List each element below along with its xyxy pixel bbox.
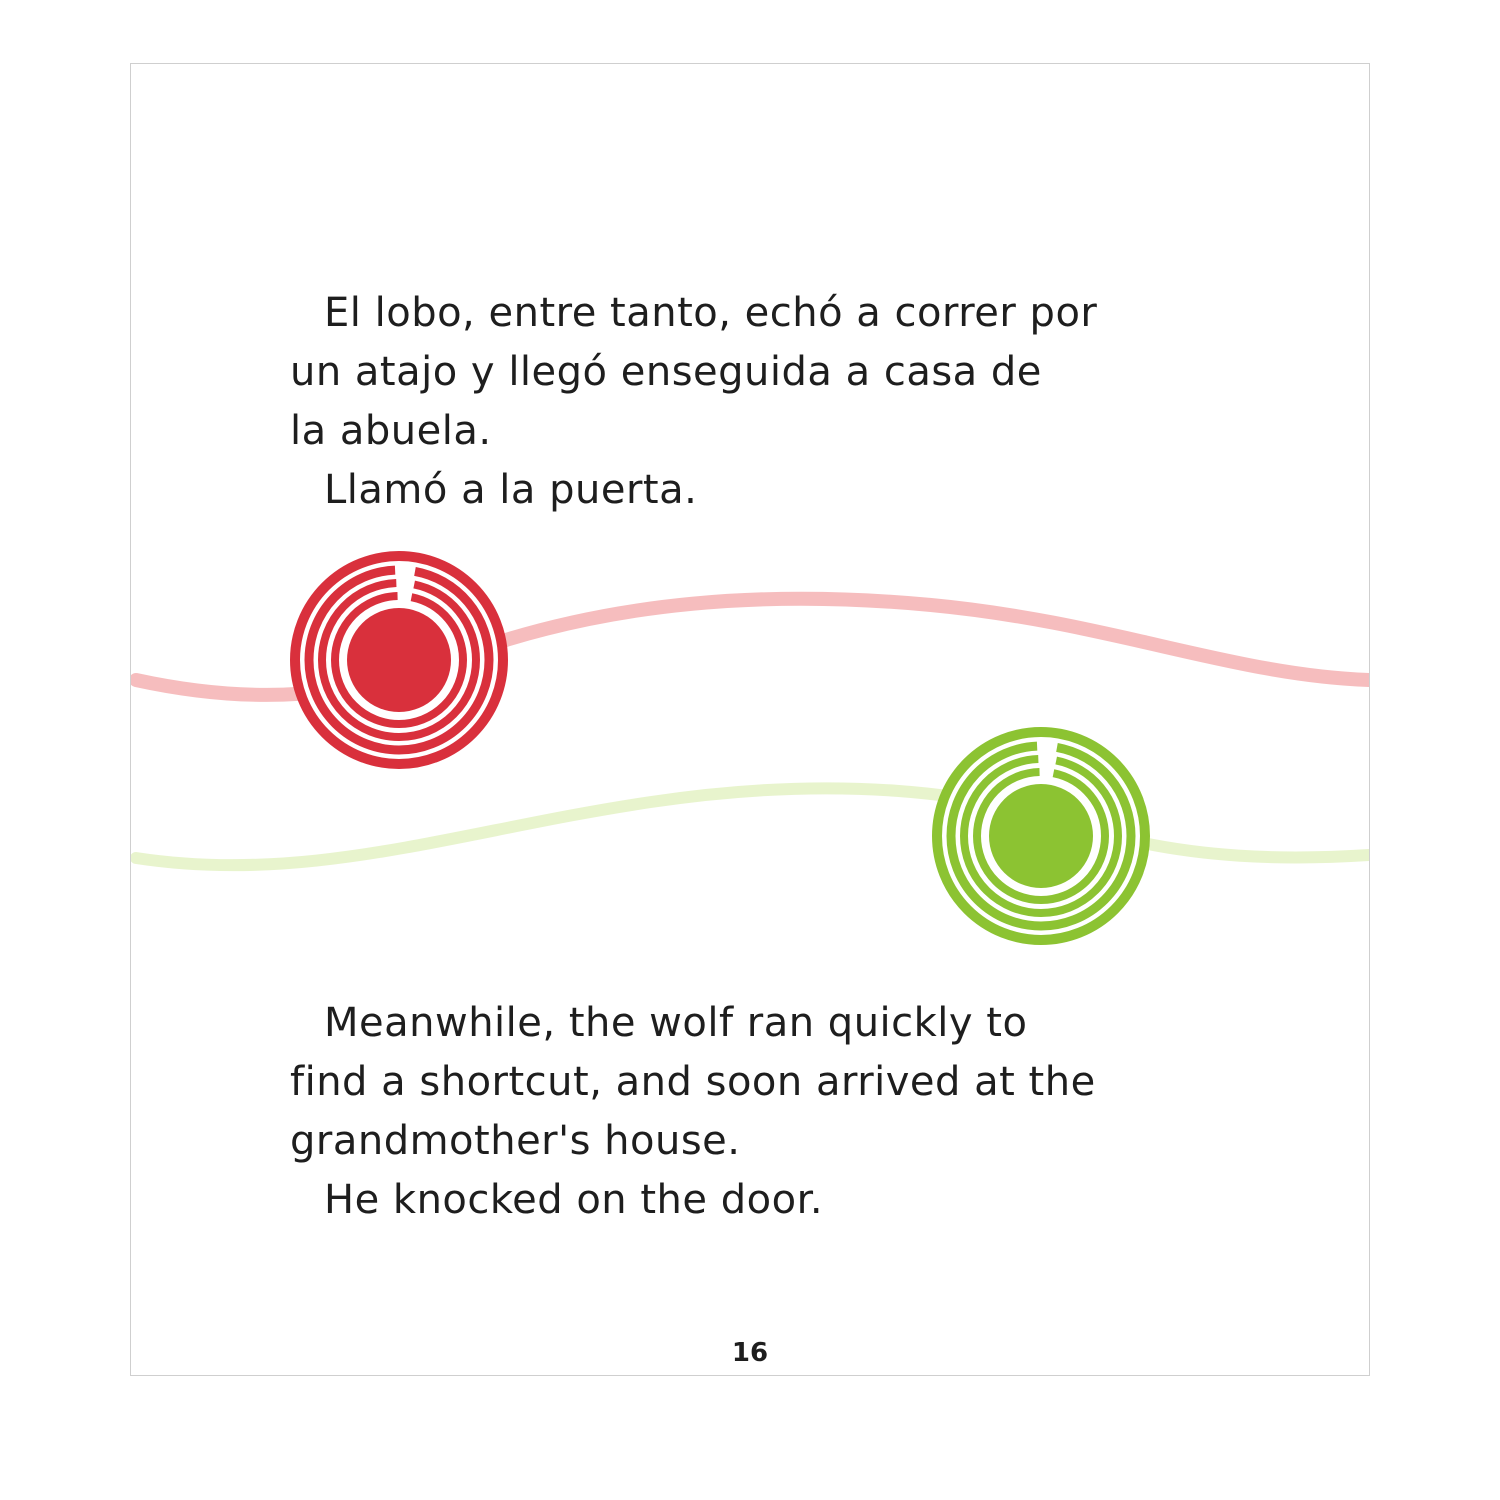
english-line: Meanwhile, the wolf ran quickly to	[324, 1000, 1028, 1046]
page-number: 16	[731, 1338, 769, 1368]
english-paragraph	[290, 994, 1150, 1230]
english-line: find a shortcut, and soon arrived at the	[290, 1059, 1096, 1105]
green-spiral-icon	[933, 728, 1149, 944]
green-wave-stroke	[136, 788, 1369, 865]
spanish-line: Llamó a la puerta.	[324, 467, 698, 513]
spanish-line: un atajo y llegó enseguida a casa de	[290, 349, 1042, 395]
spanish-line: la abuela.	[290, 408, 492, 454]
spanish-paragraph	[290, 284, 1150, 520]
swirl-illustration	[131, 540, 1369, 990]
english-line: grandmother's house.	[290, 1118, 741, 1164]
english-line: He knocked on the door.	[324, 1177, 824, 1223]
spanish-line: El lobo, entre tanto, echó a correr por	[324, 290, 1098, 336]
red-spiral-icon	[291, 552, 507, 768]
